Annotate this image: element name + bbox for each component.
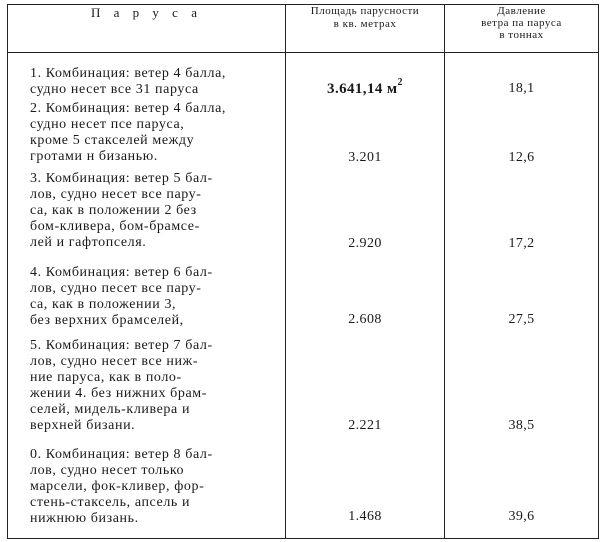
sails-table — [7, 4, 599, 539]
descriptions-column — [8, 53, 286, 539]
row-5-pressure: 38,5 — [508, 418, 535, 433]
row-6-description: 0. Комбинация: ветер 8 бал- лов, судно несет только марсели, фок-кливер, фор- стень-стаксель, апсель и нижнюю бизань. — [30, 447, 213, 526]
header-pressure-line3: в тоннах — [499, 29, 544, 41]
row-1-area — [286, 79, 444, 98]
row-4-pressure: 27,5 — [508, 312, 535, 327]
header-pressure — [445, 5, 599, 53]
row-4-area: 2.608 — [348, 312, 382, 327]
row-5-description: 5. Комбинация: ветер 7 бал- лов, судно несет все ниж- ние паруса, как в поло- жении 4. без нижних брам- селей, мидель-кливера и верхней бизани. — [30, 338, 213, 433]
header-sails — [8, 5, 286, 53]
header-area — [286, 5, 445, 53]
table-header-row — [8, 5, 599, 53]
row-1-area-value: 3.641,14 — [327, 81, 383, 97]
header-area-line2: в кв. метрах — [333, 18, 397, 30]
header-area-line1: Площадь парусности — [310, 5, 420, 17]
header-pressure-line2: ветра па паруса — [481, 17, 562, 29]
row-1-area-unit-power: 2 — [397, 77, 403, 88]
table-body-row — [8, 53, 599, 539]
header-pressure-line1: Давление — [497, 5, 546, 17]
row-5-area: 2.221 — [348, 418, 382, 433]
row-3-area: 2.920 — [348, 236, 382, 251]
row-3-pressure: 17,2 — [508, 236, 535, 251]
header-sails-label: П а р у с а — [91, 5, 202, 20]
row-4-description: 4. Комбинация: ветер 6 бал- лов, судно песет все пару- са, как в положении 3, без верхних брамселей, — [30, 265, 213, 328]
pressure-column — [445, 53, 599, 539]
row-1-area-unit: м — [386, 81, 398, 97]
area-column — [286, 53, 445, 539]
row-2-pressure: 12,6 — [508, 150, 535, 165]
row-1-pressure: 18,1 — [508, 81, 535, 96]
row-6-area: 1.468 — [348, 509, 382, 524]
row-3-description: 3. Комбинация: ветер 5 бал- лов, судно несет все пару- са, как в положении 2 без бом-кливера, бом-брамсе- лей и гафтопселя. — [30, 171, 213, 250]
row-1-description: 1. Комбинация: ветер 4 балла, судно несет все 31 паруса — [30, 66, 226, 97]
row-2-area: 3.201 — [348, 150, 382, 165]
row-6-pressure: 39,6 — [508, 509, 535, 524]
row-2-description: 2. Комбинация: ветер 4 балла, судно несет пcе паруса, кроме 5 стакселей между гротами н бизанью. — [30, 101, 226, 164]
